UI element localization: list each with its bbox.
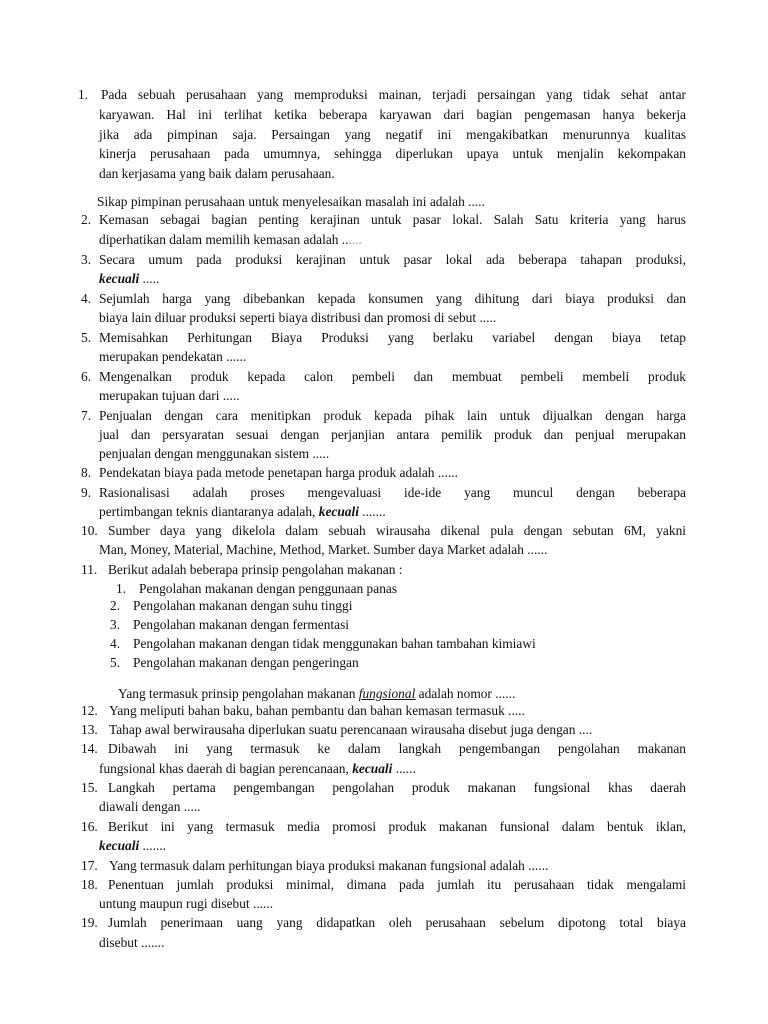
question-number: 8. bbox=[81, 465, 92, 480]
question-number: 12. bbox=[81, 703, 98, 718]
question-number: 18. bbox=[81, 877, 98, 892]
question-text-part: diperhatikan dalam memilih kemasan adalah .. bbox=[99, 232, 349, 247]
question-text-part: fungsional khas daerah di bagian perencanaan, bbox=[99, 761, 353, 776]
sub-item-text: Pengolahan makanan dengan suhu tinggi bbox=[133, 598, 353, 613]
question-text-part: adalah nomor ...... bbox=[415, 686, 516, 701]
keyword-fungsional: fungsional bbox=[358, 686, 416, 701]
sub-item-number: 1. bbox=[116, 581, 127, 596]
question-text: merupakan pendekatan ...... bbox=[99, 349, 247, 364]
keyword-kecuali: kecuali bbox=[352, 761, 393, 776]
sub-item-text: Pengolahan makanan dengan tidak menggunakan bahan tambahan kimiawi bbox=[133, 636, 536, 651]
sub-item-number: 4. bbox=[110, 636, 121, 651]
question-number: 7. bbox=[81, 408, 92, 423]
question-number: 4. bbox=[81, 291, 92, 306]
question-text: Berikut ini yang termasuk media promosi produk makanan funsional dalam bentuk iklan, bbox=[108, 819, 686, 834]
question-number: 3. bbox=[81, 252, 92, 267]
keyword-kecuali: kecuali bbox=[318, 504, 359, 519]
question-text-part: ...... bbox=[392, 761, 416, 776]
sub-item-text: Pengolahan makanan dengan penggunaan panas bbox=[139, 581, 398, 596]
question-text bbox=[99, 232, 362, 248]
question-text: disebut ....... bbox=[99, 935, 165, 950]
question-number: 10. bbox=[81, 523, 98, 538]
question-text: Langkah pertama pengembangan pengolahan produk makanan fungsional khas daerah bbox=[108, 780, 686, 795]
question-text: Penjualan dengan cara menitipkan produk kepada pihak lain untuk dijualkan dengan harga bbox=[99, 408, 686, 423]
question-text bbox=[99, 838, 166, 854]
question-text: Sumber daya yang dikelola dalam sebuah wirausaha dikenal pula dengan sebutan 6M, yakni bbox=[108, 523, 686, 538]
question-text: Tahap awal berwirausaha diperlukan suatu perencanaan wirausaha disebut juga dengan .... bbox=[109, 722, 593, 737]
question-text: Man, Money, Material, Machine, Method, Market. Sumber daya Market adalah ...... bbox=[99, 542, 548, 557]
question-text: Jumlah penerimaan uang yang didapatkan oleh perusahaan sebelum dipotong total biaya bbox=[108, 915, 686, 930]
question-stem bbox=[118, 686, 515, 702]
question-text-part: ..... bbox=[139, 271, 160, 286]
question-text-part: ....... bbox=[139, 838, 166, 853]
question-text: Kemasan sebagai bagian penting kerajinan untuk pasar lokal. Salah Satu kriteria yang harus bbox=[99, 212, 686, 227]
sub-item-number: 5. bbox=[110, 655, 121, 670]
question-number: 19. bbox=[81, 915, 98, 930]
question-text bbox=[99, 504, 386, 520]
question-text bbox=[99, 271, 159, 287]
question-number: 1. bbox=[78, 87, 89, 102]
question-text-part: ....... bbox=[358, 504, 386, 519]
question-number: 9. bbox=[81, 485, 92, 500]
question-text: Penentuan jumlah produksi minimal, dimana pada jumlah itu perusahaan tidak mengalami bbox=[108, 877, 686, 892]
question-text: jual dan persyaratan sesuai dengan perjanjian antara pemilik produk dan penjual merupakan bbox=[99, 427, 686, 442]
question-text: jika ada pimpinan saja. Persaingan yang negatif ini mengakibatkan menurunnya kualitas bbox=[99, 127, 686, 142]
question-number: 14. bbox=[81, 741, 98, 756]
question-number: 13. bbox=[81, 722, 98, 737]
sub-item-number: 3. bbox=[110, 617, 121, 632]
question-number: 5. bbox=[81, 330, 92, 345]
question-number: 2. bbox=[81, 212, 92, 227]
question-text: Mengenalkan produk kepada calon pembeli dan membuat pembeli membeli produk bbox=[99, 369, 686, 384]
question-text: Dibawah ini yang termasuk ke dalam langkah pengembangan pengolahan makanan bbox=[108, 741, 686, 756]
question-text: merupakan tujuan dari ..... bbox=[99, 388, 240, 403]
question-text: Rasionalisasi adalah proses mengevaluasi ide-ide yang muncul dengan beberapa bbox=[99, 485, 686, 500]
question-text: Pada sebuah perusahaan yang memproduksi mainan, terjadi persaingan yang tidak sehat antar bbox=[101, 87, 686, 102]
keyword-kecuali: kecuali bbox=[99, 271, 140, 286]
question-text: Berikut adalah beberapa prinsip pengolahan makanan : bbox=[108, 562, 403, 577]
keyword-kecuali: kecuali bbox=[99, 838, 140, 853]
question-text: kinerja perusahaan pada umumnya, sehingga diperlukan upaya untuk menjalin kekompakan bbox=[99, 146, 686, 161]
question-text: penjualan dengan menggunakan sistem ..... bbox=[99, 446, 330, 461]
question-text: Memisahkan Perhitungan Biaya Produksi yang berlaku variabel dengan biaya tetap bbox=[99, 330, 686, 345]
question-number: 6. bbox=[81, 369, 92, 384]
question-stem: Sikap pimpinan perusahaan untuk menyelesaikan masalah ini adalah ..... bbox=[97, 194, 485, 209]
question-text: biaya lain diluar produksi seperti biaya distribusi dan promosi di sebut ..... bbox=[99, 310, 497, 325]
question-number: 11. bbox=[81, 562, 98, 577]
question-text: Yang meliputi bahan baku, bahan pembantu dan bahan kemasan termasuk ..... bbox=[109, 703, 525, 718]
sub-item-text: Pengolahan makanan dengan fermentasi bbox=[133, 617, 350, 632]
question-number: 15. bbox=[81, 780, 98, 795]
question-number: 16. bbox=[81, 819, 98, 834]
question-text: diawali dengan ..... bbox=[99, 799, 201, 814]
question-number: 17. bbox=[81, 858, 98, 873]
question-text: karyawan. Hal ini terlihat ketika beberapa karyawan dari bagian pengemasan hanya bekerja bbox=[99, 107, 686, 122]
question-text: Yang termasuk dalam perhitungan biaya produksi makanan fungsional adalah ...... bbox=[109, 858, 549, 873]
question-text: dan kerjasama yang baik dalam perusahaan. bbox=[99, 166, 335, 181]
question-text: Pendekatan biaya pada metode penetapan harga produk adalah ...... bbox=[99, 465, 458, 480]
question-text: Sejumlah harga yang dibebankan kepada konsumen yang dihitung dari biaya produksi dan bbox=[99, 291, 686, 306]
question-text-part: Yang termasuk prinsip pengolahan makanan bbox=[118, 686, 359, 701]
sub-item-text: Pengolahan makanan dengan pengeringan bbox=[133, 655, 359, 670]
question-text-part: pertimbangan teknis diantaranya adalah, bbox=[99, 504, 319, 519]
faded-dots: .... bbox=[348, 232, 362, 247]
question-text: untung maupun rugi disebut ...... bbox=[99, 896, 274, 911]
sub-item-number: 2. bbox=[110, 598, 121, 613]
question-text bbox=[99, 761, 416, 777]
question-text: Secara umum pada produksi kerajinan untuk pasar lokal ada beberapa tahapan produksi, bbox=[99, 252, 686, 267]
